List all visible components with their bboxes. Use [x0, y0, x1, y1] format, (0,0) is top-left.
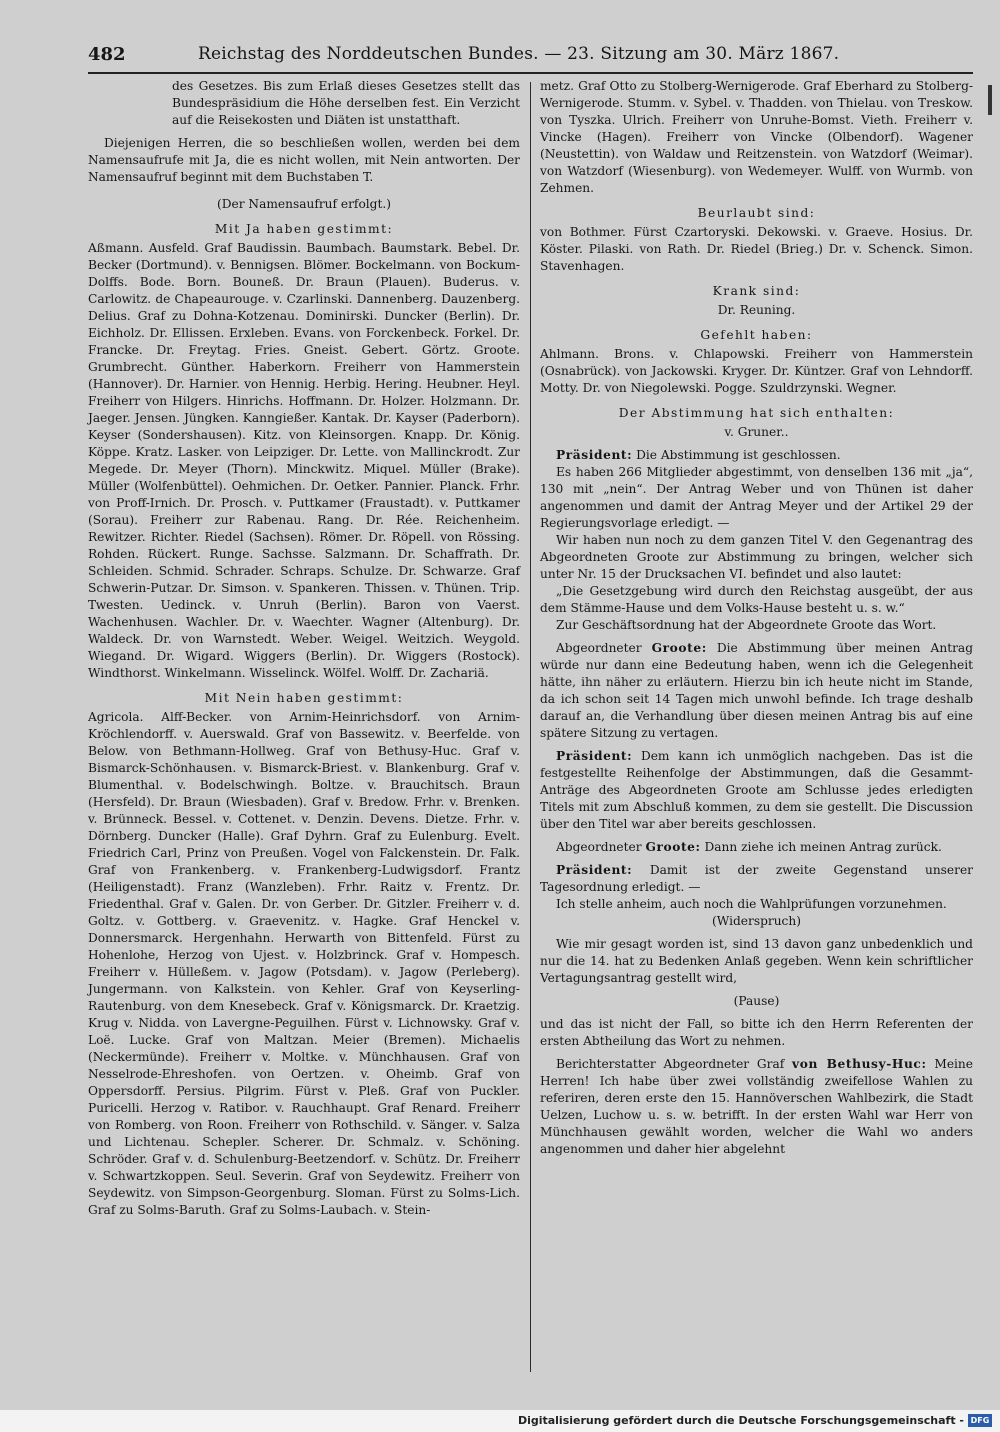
- speech-groote: [540, 640, 973, 742]
- on-leave-heading: Beurlaubt sind:: [697, 206, 816, 220]
- paragraph: des Gesetzes. Bis zum Erlaß dieses Gesetzes stellt das Bundespräsidium die Höhe derselben fest. Ein Verzicht auf die Reisekosten und Diäten ist unstatthaft.: [172, 79, 520, 127]
- roll-call-note: (Der Namensaufruf erfolgt.): [216, 197, 392, 211]
- speech-text: Dann ziehe ich meinen Antrag zurück.: [704, 840, 942, 854]
- paragraph: Diejenigen Herren, die so beschließen wollen, werden bei dem Namensaufrufe mit Ja, die es nicht wollen, mit Nein antworten. Der Namensaufruf beginnt mit dem Buchstaben T.: [88, 136, 520, 184]
- speaker-label: Groote:: [645, 840, 701, 854]
- speech-president: [540, 862, 973, 896]
- speech-president: [540, 447, 973, 464]
- speaker-label: von Bethusy-Huc:: [792, 1057, 927, 1071]
- sick-names: Dr. Reuning.: [717, 303, 796, 317]
- objection-note: (Widerspruch): [712, 914, 801, 928]
- page-header: [88, 44, 973, 74]
- speaker-role: Abgeordneter: [556, 840, 642, 854]
- left-column: [88, 78, 520, 1219]
- speech-groote: [540, 839, 973, 856]
- speaker-role: Berichterstatter Abgeordneter Graf: [556, 1057, 785, 1071]
- speech-president: [540, 748, 973, 833]
- speech-text: Meine Herren! Ich habe über zwei vollständig zweifellose Wahlen zu referiren, deren erste den 15. Hannöverschen Wahlbezirk, die Stadt Uelzen, Luchow u. s. w. betrifft. In der ersten Wahl war Herr von Münchhausen gewählt worden, welcher die Wahl wo anders angenommen und daher hier abgelehnt: [540, 1057, 973, 1156]
- paragraph: Es haben 266 Mitglieder abgestimmt, von denselben 136 mit „ja“, 130 mit „nein“. Der Antrag Weber und von Thünen ist daher angenommen und damit der Antrag Meyer und der Artikel 29 der Regierungsvorlage erledigt. —: [540, 465, 973, 530]
- running-title: Reichstag des Norddeutschen Bundes. — 23. Sitzung am 30. März 1867.: [198, 44, 840, 64]
- motion-quote: „Die Gesetzgebung wird durch den Reichstag ausgeübt, der aus dem Stämme-Hause und dem Volks-Hause besteht u. s. w.“: [540, 584, 973, 615]
- speech-text: Die Abstimmung ist geschlossen.: [636, 448, 841, 462]
- dfg-logo-icon: DFG: [968, 1414, 992, 1427]
- paragraph: Wir haben nun noch zu dem ganzen Titel V. den Gegenantrag des Abgeordneten Groote zur Abstimmung zu bringen, welcher sich unter Nr. 15 der Drucksachen VI. befindet und also lautet:: [540, 533, 973, 581]
- no-heading: Mit Nein haben gestimmt:: [204, 691, 404, 705]
- speaker-label: Groote:: [651, 641, 707, 655]
- speech-text: Dem kann ich unmöglich nachgeben. Das ist die festgestellte Reihenfolge der Abstimmungen, daß die Gesammt-Anträge des Abgeordneten Groote am Schlusse jedes erledigten Titels mit zum Abschluß kommen, zu dem sie gestellt. Die Discussion über den Titel war aber bereits geschlossen.: [540, 749, 973, 831]
- yes-heading: Mit Ja haben gestimmt:: [214, 222, 394, 236]
- digitization-footer: [0, 1410, 1000, 1432]
- speaker-role: Abgeordneter: [556, 641, 642, 655]
- speaker-label: Präsident:: [556, 749, 633, 763]
- speech-reporter: [540, 1056, 973, 1158]
- pause-note: (Pause): [733, 994, 780, 1008]
- column-divider: [530, 82, 531, 1372]
- absent-names: Ahlmann. Brons. v. Chlapowski. Freiherr von Hammerstein (Osnabrück). von Jackowski. Kryger. Dr. Küntzer. Graf von Lehndorff. Motty. Dr. von Niegolewski. Pogge. Szuldrzynski. Wegner.: [540, 347, 973, 395]
- speech-text: Die Abstimmung über meinen Antrag würde nur dann eine Bedeutung haben, wenn ich die Gelegenheit hätte, ihn näher zu erläutern. Hierzu bin ich heute nicht im Stande, da ich schon seit 14 Tagen mich unwohl befinde. Ich trage deshalb darauf an, die Verhandlung über diesen meinen Antrag bis auf eine spätere Sitzung zu vertagen.: [540, 641, 973, 740]
- paragraph: Ich stelle anheim, auch noch die Wahlprüfungen vorzunehmen.: [556, 897, 947, 911]
- margin-mark: [988, 85, 992, 115]
- header-rule: [88, 72, 973, 74]
- footer-credit: Digitalisierung gefördert durch die Deutsche Forschungsgemeinschaft -: [517, 1414, 964, 1427]
- speaker-label: Präsident:: [556, 863, 633, 877]
- no-names-continued: metz. Graf Otto zu Stolberg-Wernigerode. Graf Eberhard zu Stolberg-Wernigerode. Stumm. v. Sybel. v. Thadden. von Thielau. von Treskow. von Tyszka. Ulrich. Freiherr von Unruhe-Bomst. Vieth. Freiherr v. Vincke (Hagen). Freiherr von Vincke (Olbendorf). Wagener (Neustettin). von Waldaw und Reitzenstein. von Watzdorf (Weimar). von Watzdorf (Wiesenburg). von Wedemeyer. Wulff. von Wurmb. von Zehmen.: [540, 79, 973, 195]
- right-column: [540, 78, 973, 1158]
- paragraph: Wie mir gesagt worden ist, sind 13 davon ganz unbedenklich und nur die 14. hat zu Bedenken Anlaß gegeben. Wenn kein schriftlicher Vertagungsantrag gestellt wird,: [540, 937, 973, 985]
- no-names-list: Agricola. Alff-Becker. von Arnim-Heinrichsdorf. von Arnim-Kröchlendorff. v. Auerswald. Graf von Bassewitz. v. Beerfelde. von Below. von Bethmann-Hollweg. Graf von Bethusy-Huc. Graf v. Bismarck-Schönhausen. v. Bismarck-Briest. v. Blankenburg. Graf v. Blumenthal. v. Bodelschwingh. Boltze. v. Brauchitsch. Braun (Hersfeld). Dr. Braun (Wiesbaden). Graf v. Bredow. Frhr. v. Brenken. v. Brünneck. Bessel. v. Cottenet. v. Denzin. Devens. Dietze. Frhr. v. Dörnberg. Duncker (Halle). Graf Dyhrn. Graf zu Eulenburg. Evelt. Friedrich Carl, Prinz von Preußen. Vogel von Falckenstein. Dr. Falk. Graf von Frankenberg. v. Frankenberg-Ludwigsdorf. Frantz (Heiligenstadt). Franz (Wanzleben). Frhr. Raitz v. Frentz. Dr. Friedenthal. Graf v. Galen. Dr. von Gerber. Dr. Gitzler. Freiherr v. d. Goltz. v. Gottberg. v. Graevenitz. v. Hagke. Graf Henckel v. Donnersmarck. Hergenhahn. Herwarth von Bittenfeld. Fürst zu Hohenlohe, Herzog von Ujest. v. Holzbrinck. Graf v. Hompesch. Freiherr v. Hülleßem. v. Jagow (Potsdam). v. Jagow (Perleberg). Jungermann. von Kalkstein. von Kehler. Graf von Keyserling-Rautenburg. von dem Knesebeck. Graf v. Königsmarck. Dr. Kraetzig. Krug v. Nidda. von Lavergne-Peguilhen. Fürst v. Lichnowsky. Graf v. Loë. Lucke. Graf von Maltzan. Meier (Bremen). Michaelis (Neckermünde). Freiherr v. Moltke. v. Münchhausen. Graf von Nesselrode-Ehreshofen. von Oertzen. v. Oheimb. Graf von Oppersdorff. Persius. Pilgrim. Fürst v. Pleß. Graf von Puckler. Puricelli. Herzog v. Ratibor. v. Rauchhaupt. Graf Renard. Freiherr von Romberg. von Roon. Freiherr von Rothschild. v. Sänger. v. Salza und Lichtenau. Schepler. Scherer. Dr. Schmalz. v. Schöning. Schröder. Graf v. d. Schulenburg-Beetzendorf. v. Schütz. Dr. Freiherr v. Schwartzkoppen. Seul. Severin. Graf von Seydewitz. Freiherr von Seydewitz. von Simpson-Georgenburg. Sloman. Fürst zu Solms-Lich. Graf zu Solms-Baruth. Graf zu Solms-Laubach. v. Stein-: [88, 710, 520, 1217]
- on-leave-names: von Bothmer. Fürst Czartoryski. Dekowski. v. Graeve. Hosius. Dr. Köster. Pilaski. von Rath. Dr. Riedel (Brieg.) Dr. v. Schenck. Simon. Stavenhagen.: [540, 225, 973, 273]
- yes-names-list: Aßmann. Ausfeld. Graf Baudissin. Baumbach. Baumstark. Bebel. Dr. Becker (Dortmund). v. Bennigsen. Blömer. Bockelmann. von Bockum-Dolffs. Bode. Born. Bouneß. Dr. Braun (Plauen). Buderus. v. Carlowitz. de Chapeaurouge. v. Czarlinski. Dannenberg. Dauzenberg. Delius. Graf zu Dohna-Kotzenau. Dominirski. Duncker (Berlin). Dr. Eichholz. Dr. Ellissen. Erxleben. Evans. von Forckenbeck. Forkel. Dr. Francke. Dr. Freytag. Fries. Gneist. Gebert. Görtz. Groote. Grumbrecht. Günther. Haberkorn. Freiherr von Hammerstein (Hannover). Dr. Harnier. von Hennig. Herbig. Hering. Heubner. Heyl. Freiherr von Hilgers. Hinrichs. Hoffmann. Dr. Holzer. Holzmann. Dr. Jaeger. Jensen. Jüngken. Kanngießer. Kantak. Dr. Kayser (Paderborn). Keyser (Sondershausen). Kitz. von Kleinsorgen. Knapp. Dr. König. Köppe. Kratz. Lasker. von Leipziger. Dr. Lette. von Mallinckrodt. Zur Megede. Dr. Meyer (Thorn). Minckwitz. Miquel. Müller (Brake). Müller (Wolfenbüttel). Oehmichen. Dr. Oetker. Pannier. Planck. Frhr. von Proff-Irnich. Dr. Prosch. v. Puttkamer (Fraustadt). v. Puttkamer (Sorau). Freiherr zur Rabenau. Rang. Dr. Rée. Reichenheim. Rewitzer. Richter. Riedel (Sachsen). Römer. Dr. Röpell. von Rössing. Rohden. Rückert. Runge. Sachsse. Salzmann. Dr. Schaffrath. Dr. Schleiden. Schmid. Schrader. Schraps. Schulze. Dr. Schwarze. Graf Schwerin-Putzar. Dr. Simson. v. Spankeren. Thissen. v. Thünen. Trip. Twesten. Uedinck. v. Unruh (Berlin). Baron von Vaerst. Wachenhusen. Wachler. Dr. v. Waechter. Wagner (Altenburg). Dr. Waldeck. Dr. von Warnstedt. Weber. Weigel. Weitzich. Weygold. Wiegand. Dr. Wigard. Wiggers (Berlin). Dr. Wiggers (Rostock). Windthorst. Winkelmann. Wisselinck. Wölfel. Wolff. Dr. Zachariä.: [88, 241, 520, 680]
- paragraph: und das ist nicht der Fall, so bitte ich den Herrn Referenten der ersten Abtheilung das Wort zu nehmen.: [540, 1017, 973, 1048]
- speaker-label: Präsident:: [556, 448, 633, 462]
- paragraph: Zur Geschäftsordnung hat der Abgeordnete Groote das Wort.: [556, 618, 937, 632]
- speech-text: Damit ist der zweite Gegenstand unserer Tagesordnung erledigt. —: [540, 863, 974, 894]
- page-number: 482: [88, 44, 126, 65]
- abstain-heading: Der Abstimmung hat sich enthalten:: [618, 406, 895, 420]
- abstain-names: v. Gruner..: [724, 425, 789, 439]
- sick-heading: Krank sind:: [712, 284, 801, 298]
- absent-heading: Gefehlt haben:: [700, 328, 813, 342]
